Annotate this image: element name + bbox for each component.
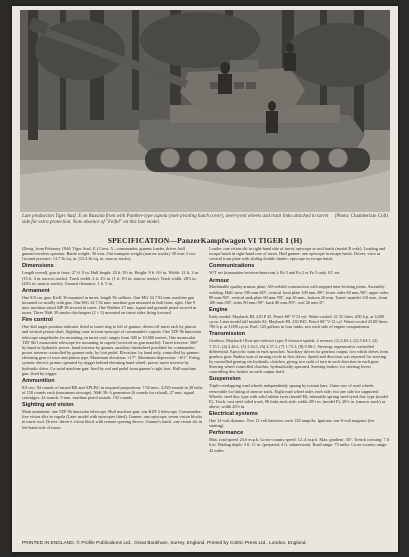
right-section-electrical — [209, 411, 390, 428]
section-heading: Transmission — [209, 331, 246, 338]
section-text: One 12-volt dynamo. Two 12 volt batteries; each 120 amps/hr. Ignition; one 6-volt magneto (for starting). — [209, 418, 375, 429]
left-section-0 — [22, 246, 203, 261]
right-section-suspension — [209, 376, 390, 409]
printer-footer: PRINTED IN ENGLAND. © Profile Publications Ltd., Great Bookham, Surrey, England. Printed by Coltric Press Ltd., London, England. — [22, 541, 307, 546]
section-text: Main armament: one TZF 9b binocular telescope. Hull machine gun: one KZF 2 telescope. Commander: five vision slits in cupola (Later model with episcopes fitted). Gunner: one episcope; seven vision blocks in turret roof. Driver: driver's vision block with remote opening device. Gunner's hatch: one vision slit in left-hand side of turret. — [22, 409, 203, 430]
spec-sheet — [12, 6, 398, 552]
left-section-sighting — [22, 402, 203, 430]
left-section-dimensions — [22, 263, 203, 285]
section-text: One 8.8 cm. gun, KwK 36 mounted in turret; length 56 calibres. One MG 34 7.92 mm. machine gun mounted co-axially with gun. One MG 34 7.92 mm. machine gun mounted in hull front, right. One 9 mm. machine pistol MP 38 stowed in turret. One Walther 27 mm. signal and grenade pistol stowed in turret. Three NbK 39 smoke dischargers (2 × 3) mounted on turret sides firing forward. — [22, 294, 197, 316]
section-text: (Desig. from February 1944: Tiger Ausf. E.) Crew: 5—commander, gunner, loader, driver, hull gunner/wireless operator. Battle weight: 56 tons. Our transport weight (narrow tracks): 50 tons 3 cwt. Ground pressure: 14.7 lb./sq. in. (15.4 lb./sq. in. narrow tracks). — [22, 246, 197, 262]
left-section-ammunition — [22, 378, 203, 400]
section-heading: Communications — [209, 263, 255, 270]
section-heading: Suspension — [209, 376, 241, 383]
section-text: W/T set (transmitter/receiver/intercom.): Fu 5 and Fu 2 or Fu 5 only. I/C set. — [209, 270, 341, 276]
section-heading: Dimensions — [22, 263, 54, 270]
right-section-0 — [209, 246, 390, 261]
section-text: Loader: one vision slit in right-hand side of turret; episcope in roof hatch (model E only). Loading and escape hatch in right-hand rear of turret. Hull gunner: one episcope in escape hatch. Driver: visor in vertical front plate with sliding double shutter; episcope in escape hatch. — [209, 246, 386, 262]
section-heading: Ammunition — [22, 377, 55, 384]
section-heading: Armour — [209, 277, 230, 284]
right-section-engine — [209, 307, 390, 329]
section-heading: Electrical systems — [209, 411, 258, 418]
photo-caption — [22, 214, 388, 226]
right-column — [209, 246, 390, 453]
photo-credit: (Photo: Chamberlain Coll) — [334, 214, 388, 219]
section-text: Gearbox: Maybach Olvar pre-selector type; 8 forward speeds, 4 reverse; (1) 2.65:1, (2) 5.63:1, (3) 7.15:1, (4) 4.46:1, (5) 3.16:1, (6) 2.37:1, (7) 1.73:1, (8) 0.96:1. Steering: regenerative controlled differential. Epicyclic train in each sprocket. Auxiliary drives for gearbox output, two whisk drives from gearbox gear. Radius turn of turning circle in first drives. Speed and direction was reported for steering by controlled gearing via hydraulic clutches, giving two radii of turn in each direction in each gear. Steering wheel controlled clutches, hydraulically operated. Steering brakes: for steering levers controlling disc brakes on each output shaft. — [209, 338, 389, 375]
section-text: Machinable quality armour plate; All-welded construction with stepped inter-locking joints. Assembly welding. Hull: nose 100 mm./60°, vertical front plate 100 mm./80°, lower sides 60 mm./90°, upper sides 80 mm./90°, vertical tank plate 60 mm./90°, top 26 mm., bottom 26 mm. Turret: mantlet 110 mm., front 100 mm./80°, sides 80 mm./90°, back 80 mm./90°, roof 26 mm./0°. — [209, 284, 389, 305]
left-section-fire-control — [22, 317, 203, 375]
right-section-armour — [209, 278, 390, 306]
left-column — [22, 246, 203, 430]
section-text: Max. road speed: 23.6 m.p.h. Cross-country speed: 12–4 m.p.h. Max. gradient: 35°. Trench crossing: 7 ft 6 in. Wading depth: 3 ft. 11 in. (prepared, 4 ft. submersion). Road range: 73 miles. Cross-country range: 42 miles. — [209, 437, 390, 453]
section-text: One dial target position indicator fitted to turret ring to left of gunner, driven off turret rack by pinion and vertical pinion shaft. Sighting vane in front episcope of commander's cupola. One TZF 9b binocular telescope rangefinder for mounting on turret roof; ranges from 300 to 10,000 metres. One monocular TZF 9b/1 monocular telescope for mounting in cupola (screwed on gun mantlet). Turret traverse: 360° by hand or hydraulic power; hand traverse by gunner, auxiliary handwheel provided for commander; power traverse controlled by gunner only, by foot pedal. Elevation: by hand only, controlled by gunner; elevating gear of rotor and pinion type. Maximum elevation: +17°. Maximum depression: −6½°. Firing system: electric primer operated by trigger behind elevating hand wheel; power turret traverse by hydraulic drive. Co-axial machine gun: fired by rod and pedal from gunner's right foot. Hull machine gun: fired by trigger. — [22, 324, 202, 376]
section-heading: Sighting and vision — [22, 402, 74, 409]
right-section-communications — [209, 263, 390, 275]
section-text: Triple overlapping road wheels independently sprung by torsion bars. Outer row of road wheels removable for fitting of narrow track. Eight road wheel axles each side; two per side for supported. Wheels: steel disc type with solid rubber tyres (model H); internally-sprung steel-tyred disc type (model E). Track: cast steel sided track, 96 links each side; width 28½ in. (model F), 20½ in. (narrow track) as above, width 20½ in. — [209, 383, 388, 409]
section-heading: Fire control — [22, 317, 53, 324]
tiger-tank-photo — [20, 10, 390, 212]
section-text: Early model: Maybach HL 210 P 45. Petrol 60° V-12 cyl. Water-cooled. 21.35 litres. 650 h.p. at 3,000 r.p.m. Later model (all models E): Maybach HL 230 P45. Petrol 60° V-12 cyl. Water-cooled 23.88 litres. 700 h.p. at 3,000 r.p.m. Fuel: 125 gallons in four tanks, two each side of engine compartment. — [209, 313, 389, 330]
left-section-armament — [22, 288, 203, 316]
specification-title: SPECIFICATION—PanzerKampfwagen VI TIGER I (H) — [107, 236, 303, 245]
right-section-transmission — [209, 331, 390, 374]
section-heading: Engine — [209, 307, 228, 314]
tank-illustration — [20, 10, 390, 212]
section-heading: Armament — [22, 287, 50, 294]
section-text: 8.8 cm.: 92 rounds of mixed HE and APCBC in required proportions. 7.92 mm.: 3,920 rounds in 28 belts of 150 rounds each (maximum stowage). NbK 39: 6 generators (6 rounds for reload). 27 mm. signal cartridges: 24 rounds. 9 mm. machine pistol rounds: 192 rounds. — [22, 384, 203, 401]
caption-text: Late production Tiger Ausf. E on Russian front with Panther-type cupola (note pivoting hatch cover), steel-tyred wheels and track links attached to turret side for extra protection. Note absence of "Feifel" on this late model. — [22, 214, 329, 225]
right-section-performance — [209, 430, 390, 452]
section-heading: Performance — [209, 430, 244, 437]
section-text: Length overall, gun to front: 27 ft. 9 in. Hull length: 20 ft. 8½ in. Height: 9 ft. 6½ in. Width: 12 ft. 3 in. (10 ft. 4 in. narrow tracks). Track width: 2 ft. 4½ in. (1 ft. 8½ in. narrow tracks). Track width: 28½ in. (20½ in. narrow tracks). Ground clearance: 1 ft. 5 in. — [22, 270, 199, 286]
